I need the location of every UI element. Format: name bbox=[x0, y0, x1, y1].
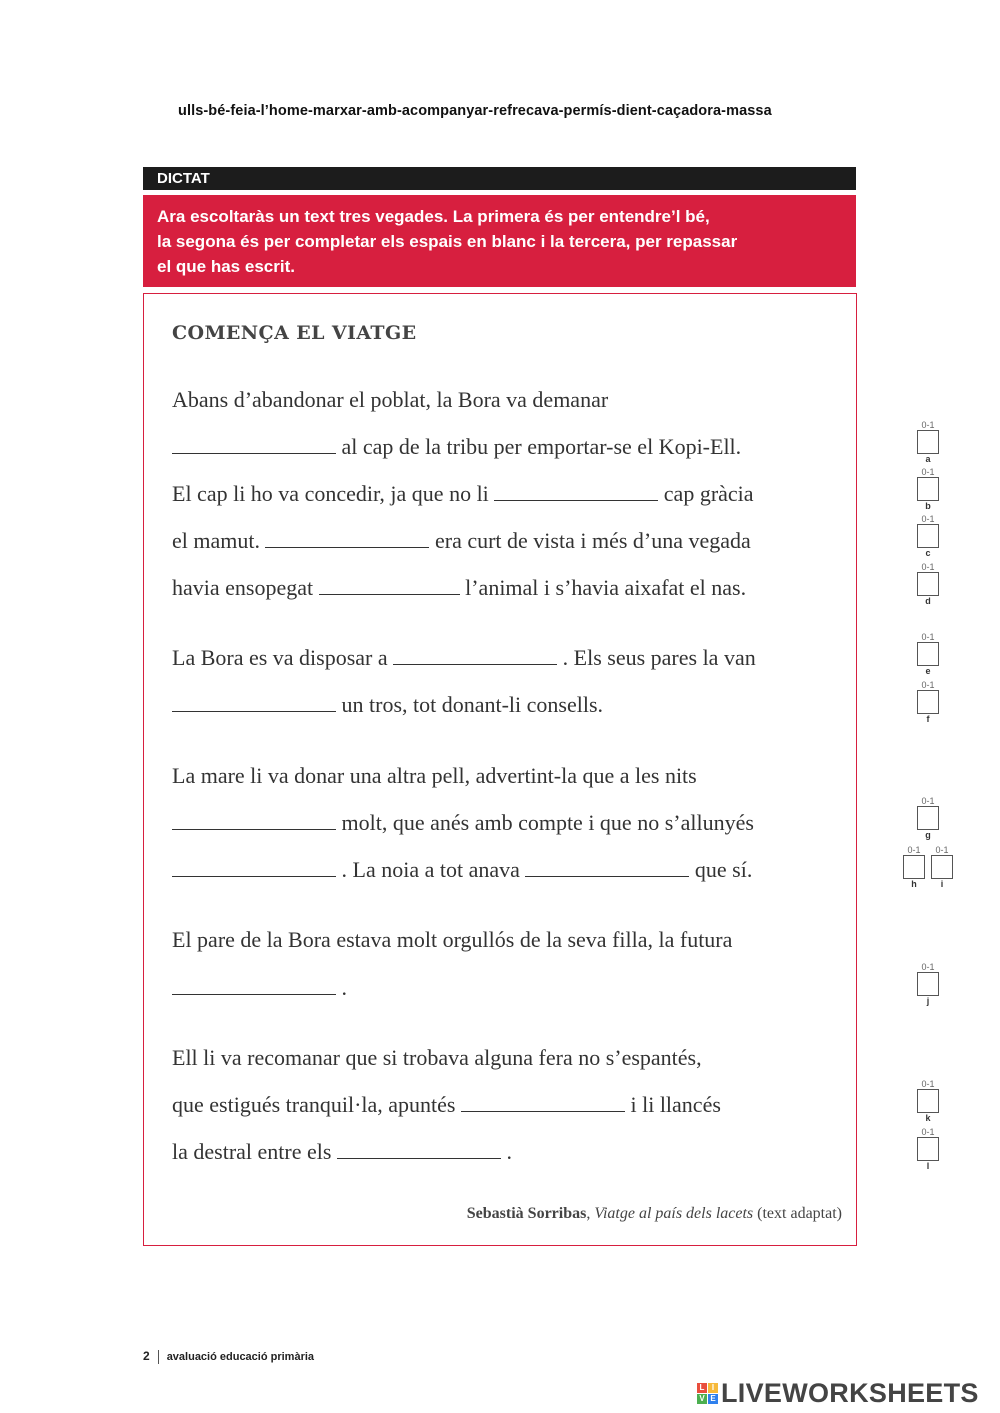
score-label: 0-1 bbox=[921, 680, 935, 690]
score-label: 0-1 bbox=[921, 1079, 935, 1089]
score-box-k bbox=[914, 1080, 942, 1123]
score-box-b bbox=[914, 468, 942, 511]
score-label: 0-1 bbox=[921, 1127, 935, 1137]
score-checkbox[interactable] bbox=[917, 806, 939, 830]
blank-j[interactable] bbox=[172, 976, 336, 995]
score-box-e bbox=[914, 633, 942, 676]
score-letter: c bbox=[925, 548, 931, 558]
score-checkbox[interactable] bbox=[903, 855, 925, 879]
score-letter: h bbox=[911, 879, 917, 889]
blank-b[interactable] bbox=[494, 482, 658, 501]
text-line bbox=[172, 690, 603, 720]
score-box-a bbox=[914, 421, 942, 464]
score-checkbox[interactable] bbox=[917, 524, 939, 548]
text-segment: . bbox=[506, 1139, 512, 1164]
attribution: Sebastià Sorribas, Viatge al país dels lacets (text adaptat) bbox=[466, 1205, 842, 1222]
text-segment: . Els seus pares la van bbox=[562, 645, 756, 670]
liveworksheets-logo-icon bbox=[697, 1383, 718, 1404]
score-box-g bbox=[914, 797, 942, 840]
score-label: 0-1 bbox=[935, 845, 949, 855]
page-footer bbox=[143, 1349, 314, 1364]
section-label-bar bbox=[143, 167, 856, 190]
logo-tile: L bbox=[697, 1383, 707, 1393]
text-line bbox=[172, 925, 732, 955]
text-line bbox=[172, 643, 756, 673]
score-checkbox[interactable] bbox=[917, 690, 939, 714]
liveworksheets-brand bbox=[697, 1378, 979, 1408]
text-line bbox=[172, 761, 697, 791]
text-line bbox=[172, 1043, 702, 1073]
score-box-l bbox=[914, 1128, 942, 1171]
text-segment: havia ensopegat bbox=[172, 575, 314, 600]
brand-name: LIVEWORKSHEETS bbox=[721, 1377, 979, 1408]
blank-l[interactable] bbox=[337, 1140, 501, 1159]
text-segment: cap gràcia bbox=[663, 481, 754, 506]
instruction-line: el que has escrit. bbox=[157, 257, 295, 276]
score-label: 0-1 bbox=[921, 514, 935, 524]
text-segment: El pare de la Bora estava molt orgullós de la seva filla, la futura bbox=[172, 927, 733, 952]
score-box-j bbox=[914, 963, 942, 1006]
blank-g[interactable] bbox=[172, 811, 336, 830]
instruction-line: la segona és per completar els espais en blanc i la tercera, per repassar bbox=[157, 232, 738, 251]
score-letter: f bbox=[926, 714, 930, 724]
footer-divider bbox=[158, 1350, 159, 1364]
text-segment: i li llancés bbox=[630, 1092, 721, 1117]
score-label: 0-1 bbox=[921, 562, 935, 572]
score-label: 0-1 bbox=[921, 962, 935, 972]
blank-d[interactable] bbox=[319, 576, 460, 595]
score-box-h bbox=[900, 846, 928, 889]
score-label: 0-1 bbox=[907, 845, 921, 855]
footer-text: avaluació educació primària bbox=[166, 1351, 315, 1363]
text-segment: l’animal i s’havia aixafat el nas. bbox=[465, 575, 747, 600]
text-line bbox=[172, 479, 754, 509]
blank-f[interactable] bbox=[172, 693, 336, 712]
score-box-f bbox=[914, 681, 942, 724]
text-line bbox=[172, 1090, 721, 1120]
text-segment: La mare li va donar una altra pell, advertint-la que a les nits bbox=[172, 763, 697, 788]
text-line bbox=[172, 385, 608, 415]
text-line bbox=[172, 808, 754, 838]
text-segment: un tros, tot donant-li consells. bbox=[341, 692, 604, 717]
score-label: 0-1 bbox=[921, 796, 935, 806]
score-letter: i bbox=[940, 879, 944, 889]
blank-e[interactable] bbox=[393, 646, 557, 665]
blank-c[interactable] bbox=[265, 529, 429, 548]
instructions-box bbox=[143, 195, 856, 287]
section-label: DICTAT bbox=[157, 170, 210, 187]
word-bank: ulls-bé-feia-l’home-marxar-amb-acompanyar-refrecava-permís-dient-caçadora-massa bbox=[178, 103, 772, 119]
score-letter: d bbox=[925, 596, 931, 606]
score-checkbox[interactable] bbox=[917, 1089, 939, 1113]
score-letter: b bbox=[925, 501, 931, 511]
text-line bbox=[172, 855, 752, 885]
text-line bbox=[172, 973, 347, 1003]
score-checkbox[interactable] bbox=[917, 1137, 939, 1161]
text-segment: . La noia a tot anava bbox=[341, 857, 520, 882]
attribution-author: Sebastià Sorribas bbox=[466, 1205, 587, 1222]
text-line bbox=[172, 573, 746, 603]
text-segment: era curt de vista i més d’una vegada bbox=[434, 528, 751, 553]
score-letter: j bbox=[926, 996, 930, 1006]
text-segment: Ell li va recomanar que si trobava alguna fera no s’espantés, bbox=[172, 1045, 702, 1070]
text-segment: . bbox=[341, 975, 347, 1000]
score-label: 0-1 bbox=[921, 420, 935, 430]
score-box-c bbox=[914, 515, 942, 558]
score-checkbox[interactable] bbox=[917, 572, 939, 596]
text-line bbox=[172, 526, 751, 556]
text-title: COMENÇA EL VIATGE bbox=[172, 322, 417, 344]
logo-tile: V bbox=[697, 1394, 707, 1404]
text-segment: El cap li ho va concedir, ja que no li bbox=[172, 481, 489, 506]
score-checkbox[interactable] bbox=[917, 477, 939, 501]
text-segment: molt, que anés amb compte i que no s’allunyés bbox=[341, 810, 754, 835]
score-checkbox[interactable] bbox=[917, 642, 939, 666]
page-number: 2 bbox=[143, 1349, 150, 1363]
logo-tile: E bbox=[708, 1394, 718, 1404]
score-label: 0-1 bbox=[921, 632, 935, 642]
instruction-line: Ara escoltaràs un text tres vegades. La primera és per entendre’l bé, bbox=[157, 207, 710, 226]
score-letter: e bbox=[925, 666, 931, 676]
attribution-note: (text adaptat) bbox=[757, 1205, 842, 1222]
blank-h[interactable] bbox=[172, 858, 336, 877]
text-line bbox=[172, 1137, 512, 1167]
text-segment: que sí. bbox=[694, 857, 753, 882]
blank-k[interactable] bbox=[461, 1093, 625, 1112]
score-label: 0-1 bbox=[921, 467, 935, 477]
text-segment: Abans d’abandonar el poblat, la Bora va demanar bbox=[172, 387, 609, 412]
score-letter: k bbox=[925, 1113, 931, 1123]
score-letter: a bbox=[925, 454, 931, 464]
score-letter: g bbox=[925, 830, 931, 840]
score-box-i bbox=[928, 846, 956, 889]
score-letter: l bbox=[926, 1161, 930, 1171]
text-segment: al cap de la tribu per emportar-se el Kopi-Ell. bbox=[341, 434, 742, 459]
score-box-d bbox=[914, 563, 942, 606]
text-segment: la destral entre els bbox=[172, 1139, 332, 1164]
text-segment: el mamut. bbox=[172, 528, 260, 553]
text-line bbox=[172, 432, 741, 462]
blank-a[interactable] bbox=[172, 435, 336, 454]
attribution-book: Viatge al país dels lacets bbox=[594, 1205, 754, 1222]
text-segment: que estigués tranquil·la, apuntés bbox=[172, 1092, 456, 1117]
score-checkbox[interactable] bbox=[917, 972, 939, 996]
text-segment: La Bora es va disposar a bbox=[172, 645, 388, 670]
score-checkbox[interactable] bbox=[917, 430, 939, 454]
blank-i[interactable] bbox=[525, 858, 689, 877]
score-checkbox[interactable] bbox=[931, 855, 953, 879]
logo-tile: I bbox=[708, 1383, 718, 1393]
